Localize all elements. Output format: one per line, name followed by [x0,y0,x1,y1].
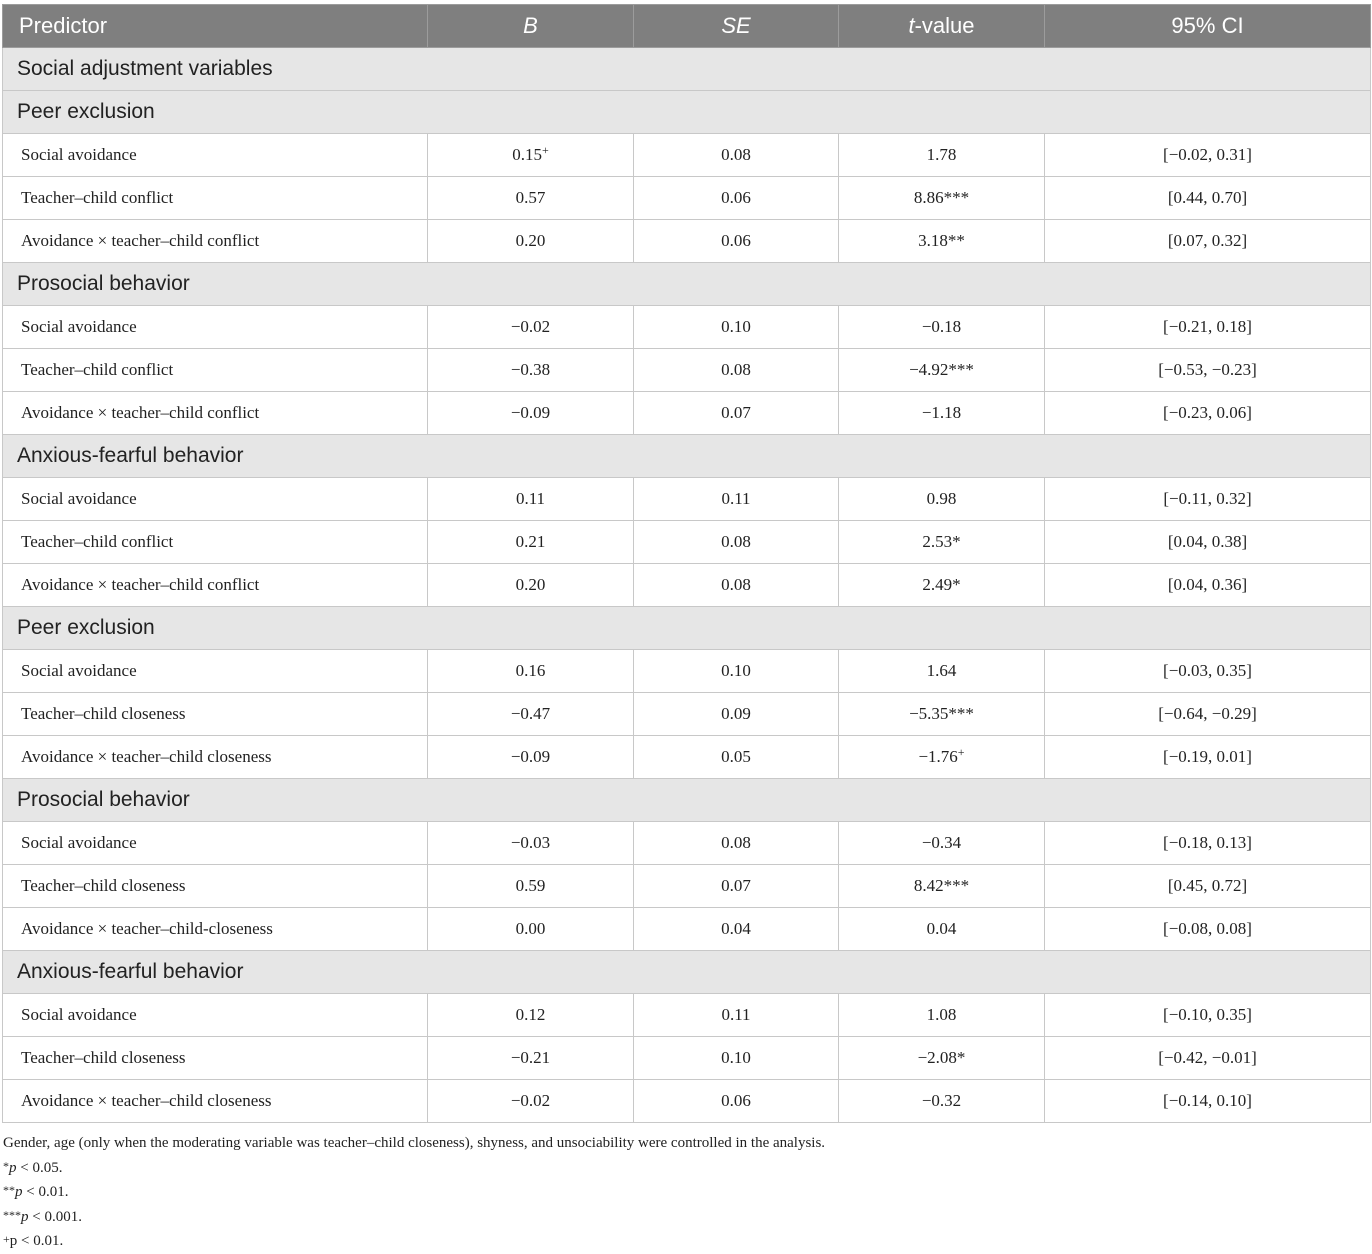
cell-t-value [839,392,1045,435]
cell-predictor: Avoidance × teacher–child conflict [3,220,428,263]
cell-t-value [839,478,1045,521]
cell-b [428,693,634,736]
cell-se: 0.11 [634,994,839,1037]
cell-se: 0.07 [634,392,839,435]
section-title: Anxious-fearful behavior [3,435,1371,478]
section-row [3,951,1371,994]
cell-t-value [839,521,1045,564]
cell-t-value [839,865,1045,908]
section-row [3,91,1371,134]
footnote-text: < 0.01. [17,1233,64,1249]
table-row [3,650,1371,693]
table-row [3,736,1371,779]
section-title: Peer exclusion [3,607,1371,650]
b-value: 0.20 [515,231,546,250]
cell-t-value [839,177,1045,220]
table-row [3,177,1371,220]
cell-t-value [839,994,1045,1037]
cell-b [428,134,634,177]
cell-b [428,865,634,908]
table-row [3,822,1371,865]
cell-ci: [0.04, 0.38] [1045,521,1371,564]
cell-b [428,478,634,521]
table-row [3,693,1371,736]
cell-predictor: Teacher–child conflict [3,177,428,220]
table-row [3,1037,1371,1080]
cell-predictor: Social avoidance [3,822,428,865]
cell-ci: [−0.03, 0.35] [1045,650,1371,693]
t-value: 2.49* [922,575,961,594]
note-main: Gender, age (only when the moderating variable was teacher–child closeness), shyness, and unsociability were controlled in the analysis. [3,1135,826,1151]
t-value: −2.08* [917,1048,966,1067]
cell-t-value [839,693,1045,736]
cell-ci: [−0.21, 0.18] [1045,306,1371,349]
t-value: −0.32 [921,1091,962,1110]
b-value: −0.21 [510,1048,551,1067]
section-title: Anxious-fearful behavior [3,951,1371,994]
cell-ci: [−0.53, −0.23] [1045,349,1371,392]
table-notes [3,1131,1369,1254]
cell-ci: [−0.18, 0.13] [1045,822,1371,865]
cell-ci: [−0.64, −0.29] [1045,693,1371,736]
cell-t-value [839,220,1045,263]
table-body [3,48,1371,1123]
section-row [3,779,1371,822]
cell-se: 0.05 [634,736,839,779]
section-title: Peer exclusion [3,91,1371,134]
b-value: −0.02 [510,1091,551,1110]
t-value: 1.64 [926,661,957,680]
footnote-mark: + [3,1232,10,1246]
t-marker: + [957,745,965,759]
t-value: 1.78 [926,145,957,164]
cell-t-value [839,1037,1045,1080]
b-value: 0.00 [515,919,546,938]
cell-se: 0.06 [634,177,839,220]
cell-b [428,1080,634,1123]
cell-ci: [−0.23, 0.06] [1045,392,1371,435]
section-title: Social adjustment variables [3,48,1371,91]
b-value: 0.20 [515,575,546,594]
cell-ci: [0.04, 0.36] [1045,564,1371,607]
t-value: −0.18 [921,317,962,336]
cell-ci: [−0.19, 0.01] [1045,736,1371,779]
table-row [3,306,1371,349]
section-title: Prosocial behavior [3,779,1371,822]
t-value: 2.53* [922,532,961,551]
cell-se: 0.10 [634,306,839,349]
t-value: −0.34 [921,833,962,852]
cell-predictor: Avoidance × teacher–child-closeness [3,908,428,951]
cell-t-value [839,908,1045,951]
cell-b [428,392,634,435]
cell-predictor: Social avoidance [3,306,428,349]
cell-t-value [839,650,1045,693]
footnote [3,1229,1369,1254]
cell-b [428,220,634,263]
cell-t-value [839,349,1045,392]
table-row [3,349,1371,392]
cell-t-value [839,306,1045,349]
cell-ci: [0.45, 0.72] [1045,865,1371,908]
b-value: 0.16 [515,661,546,680]
footnote-p: p [9,1159,17,1176]
section-row [3,263,1371,306]
footnote-text: < 0.01. [22,1184,69,1200]
cell-t-value [839,564,1045,607]
header-t-value: t-value [839,5,1045,48]
footnote-mark: * [3,1158,9,1173]
cell-predictor: Social avoidance [3,478,428,521]
cell-b [428,650,634,693]
cell-t-value [839,822,1045,865]
footnote-mark: ** [3,1183,15,1197]
table-row [3,521,1371,564]
header-predictor: Predictor [3,5,428,48]
b-value: 0.59 [515,876,546,895]
t-value: −1.76 [918,747,958,766]
cell-se: 0.08 [634,134,839,177]
cell-se: 0.09 [634,693,839,736]
cell-se: 0.07 [634,865,839,908]
table-row [3,865,1371,908]
footnote-p: p [21,1208,29,1225]
t-value: 1.08 [926,1005,957,1024]
cell-predictor: Avoidance × teacher–child closeness [3,1080,428,1123]
b-value: 0.12 [515,1005,546,1024]
header-b: B [428,5,634,48]
b-value: 0.21 [515,532,546,551]
cell-predictor: Avoidance × teacher–child conflict [3,564,428,607]
section-row [3,48,1371,91]
t-value: 0.98 [926,489,957,508]
table-row [3,994,1371,1037]
b-marker: + [541,143,549,157]
cell-se: 0.06 [634,1080,839,1123]
t-value: −1.18 [921,403,962,422]
t-value: 8.42*** [913,876,970,895]
cell-t-value [839,1080,1045,1123]
b-value: 0.15 [512,145,542,164]
cell-predictor: Teacher–child closeness [3,865,428,908]
cell-se: 0.10 [634,650,839,693]
cell-b [428,1037,634,1080]
b-value: 0.11 [515,489,546,508]
footnote-text: < 0.05. [16,1159,63,1176]
regression-table [2,4,1371,1123]
footnote-p: p [15,1184,23,1200]
cell-b [428,994,634,1037]
cell-se: 0.08 [634,564,839,607]
section-title: Prosocial behavior [3,263,1371,306]
cell-b [428,736,634,779]
cell-ci: [0.07, 0.32] [1045,220,1371,263]
cell-ci: [−0.02, 0.31] [1045,134,1371,177]
b-value: −0.47 [510,704,551,723]
table-row [3,220,1371,263]
cell-predictor: Teacher–child closeness [3,1037,428,1080]
table-row [3,908,1371,951]
t-value: 0.04 [926,919,957,938]
header-ci: 95% CI [1045,5,1371,48]
section-row [3,607,1371,650]
footnote-text: < 0.001. [28,1208,82,1225]
cell-predictor: Teacher–child conflict [3,349,428,392]
cell-predictor: Teacher–child conflict [3,521,428,564]
cell-predictor: Social avoidance [3,650,428,693]
cell-predictor: Social avoidance [3,134,428,177]
table-row [3,478,1371,521]
cell-predictor: Teacher–child closeness [3,693,428,736]
table-row [3,134,1371,177]
section-row [3,435,1371,478]
cell-ci: [0.44, 0.70] [1045,177,1371,220]
cell-se: 0.04 [634,908,839,951]
cell-ci: [−0.11, 0.32] [1045,478,1371,521]
b-value: −0.38 [510,360,551,379]
header-se: SE [634,5,839,48]
t-value: 8.86*** [913,188,970,207]
cell-b [428,306,634,349]
cell-b [428,908,634,951]
cell-t-value [839,736,1045,779]
cell-ci: [−0.10, 0.35] [1045,994,1371,1037]
cell-se: 0.06 [634,220,839,263]
t-value: 3.18** [918,231,965,250]
cell-b [428,521,634,564]
cell-ci: [−0.14, 0.10] [1045,1080,1371,1123]
cell-ci: [−0.08, 0.08] [1045,908,1371,951]
table-row [3,564,1371,607]
footnote-p: p [9,1233,18,1249]
cell-se: 0.11 [634,478,839,521]
b-value: −0.09 [510,747,551,766]
cell-predictor: Avoidance × teacher–child closeness [3,736,428,779]
cell-se: 0.10 [634,1037,839,1080]
cell-se: 0.08 [634,349,839,392]
cell-t-value [839,134,1045,177]
cell-se: 0.08 [634,822,839,865]
footnote-mark: *** [3,1207,21,1222]
b-value: −0.03 [510,833,551,852]
cell-b [428,822,634,865]
cell-ci: [−0.42, −0.01] [1045,1037,1371,1080]
cell-b [428,564,634,607]
footnote-list [3,1156,1369,1254]
footnote [3,1205,1369,1230]
footnote [3,1180,1369,1205]
cell-b [428,177,634,220]
table-row [3,392,1371,435]
t-value: −5.35*** [909,704,974,723]
b-value: −0.02 [510,317,551,336]
cell-predictor: Social avoidance [3,994,428,1037]
t-value: −4.92*** [909,360,974,379]
header-row [3,5,1371,48]
footnote [3,1156,1369,1181]
cell-predictor: Avoidance × teacher–child conflict [3,392,428,435]
b-value: −0.09 [510,403,551,422]
cell-se: 0.08 [634,521,839,564]
cell-b [428,349,634,392]
table-row [3,1080,1371,1123]
b-value: 0.57 [515,188,546,207]
